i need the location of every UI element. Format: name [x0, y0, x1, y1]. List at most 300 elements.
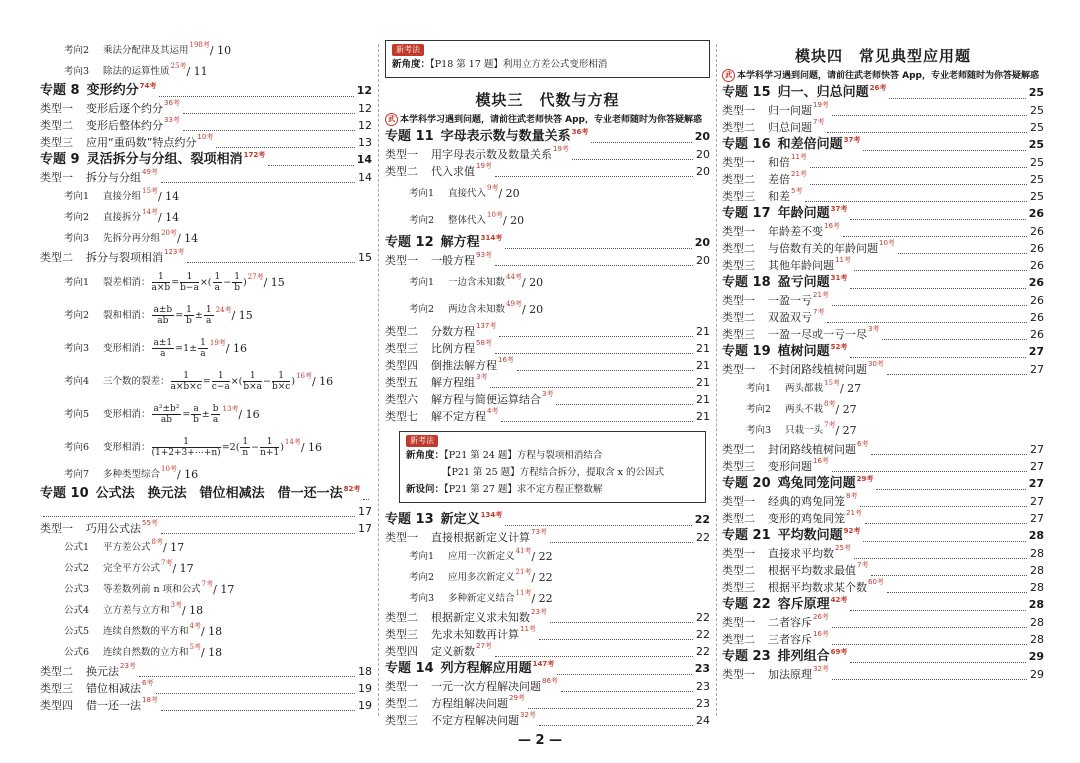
leader-dots — [850, 288, 1025, 289]
type-title: 巧用公式法 — [86, 522, 141, 535]
formula-symbol: − — [251, 442, 260, 453]
type-label: 类型二 — [40, 119, 73, 132]
page-ref: 14 — [356, 153, 372, 166]
page-ref: 29 — [1030, 668, 1044, 681]
numerator: 1 — [212, 371, 230, 382]
exam-count: 69考 — [830, 648, 848, 656]
toc-subitem-row[interactable] — [40, 299, 372, 332]
toc-topic-row[interactable] — [722, 648, 1044, 666]
toc-topic-row[interactable] — [40, 485, 372, 503]
numerator: 1 — [242, 437, 249, 447]
subitem-title: 两头不栽 — [785, 404, 824, 415]
fraction — [211, 404, 221, 425]
topic-title: 列方程解应用题 — [440, 661, 532, 676]
toc-type-row[interactable] — [722, 441, 1044, 458]
type-title: 借一还一法 — [86, 699, 141, 712]
subitem-title: 直接代入 — [448, 188, 487, 199]
topic-title: 平均数问题 — [777, 528, 843, 543]
toc-subitem-row[interactable] — [40, 579, 372, 600]
leader-dots — [832, 305, 1027, 306]
toc-type-row[interactable] — [722, 579, 1044, 596]
type-title: 双盈双亏 — [768, 311, 812, 324]
leader-dots — [832, 627, 1027, 628]
toc-type-row[interactable] — [722, 309, 1044, 326]
toc-subitem-row[interactable] — [385, 180, 710, 207]
page-ref: 21 — [696, 342, 710, 355]
leader-dots — [43, 516, 355, 517]
exam-count: 19考 — [476, 162, 492, 170]
toc-topic-row[interactable] — [722, 136, 1044, 154]
exam-count: 93考 — [476, 251, 492, 259]
page-ref: / 18 — [200, 625, 223, 638]
page-ref: / 20 — [521, 276, 544, 289]
toc-subitem-row[interactable] — [40, 398, 372, 431]
exam-count: 27考 — [247, 273, 264, 281]
leader-dots — [501, 421, 693, 422]
topic-title: 植树问题 — [777, 344, 830, 359]
formula-symbol: = — [202, 376, 211, 387]
page-ref: 26 — [1030, 242, 1044, 255]
leader-dots — [517, 370, 693, 371]
topic-title: 字母表示数与数量关系 — [440, 129, 571, 144]
leader-dots — [495, 265, 693, 266]
exam-count: 137考 — [476, 322, 497, 330]
exam-count: 7考 — [201, 580, 214, 588]
exam-count: 21考 — [846, 509, 862, 517]
type-title: 归一问题 — [768, 104, 812, 117]
exam-count: 11考 — [835, 256, 851, 264]
toc-type-row[interactable] — [722, 458, 1044, 475]
subitem-label: 考向3 — [409, 593, 435, 604]
toc-type-row[interactable] — [722, 326, 1044, 343]
toc-topic-row[interactable] — [40, 82, 372, 100]
fraction — [240, 437, 250, 458]
toc-subitem-row[interactable] — [722, 378, 1044, 399]
toc-subitem-row[interactable] — [722, 420, 1044, 441]
page-ref: 20 — [694, 236, 710, 249]
toc-type-row[interactable] — [385, 357, 710, 374]
type-label: 类型三 — [722, 328, 755, 341]
page-ref: 27 — [1030, 460, 1044, 473]
exam-count: 42考 — [830, 596, 848, 604]
leader-dots — [495, 656, 693, 657]
toc-type-row[interactable] — [40, 663, 372, 680]
toc-type-row[interactable] — [40, 134, 372, 151]
page-ref: / 17 — [213, 583, 235, 596]
toc-subitem-row[interactable] — [385, 296, 710, 323]
exam-count: 134考 — [480, 511, 503, 519]
toc-subitem-row[interactable] — [40, 431, 372, 464]
toc-type-row[interactable] — [722, 154, 1044, 171]
toc-subitem-row[interactable] — [385, 546, 710, 567]
toc-type-row[interactable] — [722, 102, 1044, 119]
subitem-label: 考向1 — [409, 277, 435, 288]
type-label: 类型二 — [722, 242, 755, 255]
subitem-label: 考向3 — [64, 66, 90, 77]
toc-subitem-row[interactable] — [385, 567, 710, 588]
page-ref: 22 — [696, 645, 710, 658]
subitem-title: 除法的运算性质 — [103, 66, 170, 77]
toc-subitem-row[interactable] — [40, 61, 372, 82]
type-label: 类型三 — [40, 136, 73, 149]
toc-type-row[interactable] — [722, 257, 1044, 274]
leader-dots — [832, 115, 1027, 116]
toc-subitem-row[interactable] — [40, 207, 372, 228]
type-label: 类型二 — [385, 165, 418, 178]
subitem-title: 变形相消： — [103, 409, 151, 420]
page-ref: 25 — [1030, 121, 1044, 134]
type-label: 类型三 — [385, 342, 418, 355]
toc-column-2 — [385, 40, 710, 729]
toc-subitem-row[interactable] — [40, 464, 372, 485]
fraction — [180, 272, 199, 293]
type-label: 类型三 — [722, 259, 755, 272]
exam-count: 25考 — [170, 62, 187, 70]
exam-count: 3考 — [170, 601, 182, 609]
type-title: 变形后整体约分 — [86, 119, 163, 132]
exam-count: 16考 — [813, 457, 829, 465]
subitem-title: 裂差相消： — [103, 277, 151, 288]
type-label: 类型四 — [40, 699, 73, 712]
type-title: 变形问题 — [768, 460, 812, 473]
toc-type-row[interactable] — [722, 614, 1044, 631]
exam-count: 3考 — [868, 325, 880, 333]
type-title: 直接求平均数 — [768, 547, 834, 560]
fraction — [213, 272, 223, 293]
formula — [151, 398, 222, 431]
topic-number: 专题 11 — [385, 129, 434, 144]
subitem-title: 乘法分配律及其运用 — [103, 45, 189, 56]
exam-count: 44考 — [506, 273, 522, 281]
toc-topic-row[interactable] — [722, 475, 1044, 493]
toc-type-row[interactable] — [40, 100, 372, 117]
leader-dots — [889, 98, 1025, 99]
leader-dots — [591, 142, 691, 143]
type-title: 定义新数 — [431, 645, 475, 658]
type-label: 类型二 — [40, 665, 73, 678]
toc-type-row[interactable] — [722, 510, 1044, 527]
toc-topic-row[interactable] — [385, 234, 710, 252]
page-ref: / 18 — [200, 646, 223, 659]
leader-dots — [854, 270, 1027, 271]
page-ref: 27 — [1030, 363, 1044, 376]
formula-symbol: = — [175, 310, 184, 321]
topic-number: 专题 14 — [385, 661, 434, 676]
new-angle-text: 【P18 第 17 题】利用立方差公式变形相消 — [430, 59, 608, 70]
topic-title: 年龄问题 — [777, 206, 830, 221]
toc-subitem-row[interactable] — [40, 365, 372, 398]
page-ref: / 20 — [502, 214, 525, 227]
page-ref: 28 — [1030, 581, 1044, 594]
toc-type-row[interactable] — [722, 493, 1044, 510]
leader-dots — [216, 147, 355, 148]
page-ref: / 18 — [181, 604, 204, 617]
toc-type-row[interactable] — [40, 169, 372, 186]
toc-type-row[interactable] — [722, 119, 1044, 136]
leader-dots — [865, 523, 1027, 524]
exam-count: 18考 — [142, 696, 158, 704]
exam-count: 5考 — [791, 187, 803, 195]
exam-count: 7考 — [813, 308, 825, 316]
page-ref: 26 — [1028, 207, 1044, 220]
exam-count: 19考 — [209, 339, 226, 347]
exam-count: 3考 — [476, 373, 488, 381]
subitem-label: 考向1 — [746, 383, 772, 394]
type-label: 类型五 — [385, 376, 418, 389]
subitem-title: 只栽一头 — [785, 425, 824, 436]
fraction — [204, 305, 214, 326]
formula-symbol: =2( — [221, 442, 240, 453]
toc-subitem-row[interactable] — [40, 228, 372, 249]
exam-count: 16考 — [498, 356, 514, 364]
denominator: b×c — [272, 382, 291, 392]
exam-count: 7考 — [813, 118, 825, 126]
leader-dots — [561, 691, 693, 692]
page-ref: 18 — [358, 665, 372, 678]
type-title: 一元一次方程解决问题 — [431, 680, 541, 693]
exam-count: 21考 — [791, 170, 807, 178]
topic-number: 专题 16 — [722, 137, 771, 152]
page-ref: 20 — [696, 165, 710, 178]
leader-dots — [850, 610, 1025, 611]
page-ref: 25 — [1028, 86, 1044, 99]
denominator: n — [242, 448, 249, 458]
page-ref: / 16 — [225, 342, 247, 355]
formula-symbol: =1± — [175, 343, 198, 354]
formula-symbol: ) — [280, 442, 284, 453]
subitem-label: 公式6 — [64, 647, 90, 658]
leader-dots — [557, 674, 691, 675]
toc-topic-row[interactable] — [722, 596, 1044, 614]
page-ref: / 20 — [521, 303, 544, 316]
formula-symbol: = — [171, 277, 180, 288]
toc-subitem-row[interactable] — [385, 207, 710, 234]
toc-topic-row[interactable] — [385, 511, 710, 529]
subitem-label: 公式1 — [64, 542, 90, 553]
new-method-text: 【P21 第 25 题】方程结合拆分，提取含 x 的公因式 — [442, 467, 665, 478]
topic-title: 新定义 — [440, 512, 480, 527]
exam-count: 7考 — [857, 561, 869, 569]
topic-number: 专题 17 — [722, 206, 771, 221]
fraction — [184, 305, 194, 326]
toc-type-row[interactable] — [385, 323, 710, 340]
toc-type-row[interactable] — [722, 240, 1044, 257]
exam-count: 5考 — [189, 643, 201, 651]
toc-subitem-row[interactable] — [40, 332, 372, 365]
toc-topic-row[interactable] — [385, 128, 710, 146]
toc-subitem-row[interactable] — [40, 186, 372, 207]
exam-count: 11考 — [520, 625, 536, 633]
toc-topic-row[interactable] — [722, 205, 1044, 223]
type-title: 用字母表示数及数量关系 — [431, 148, 552, 161]
toc-type-row[interactable] — [385, 408, 710, 425]
type-title: 不定方程解决问题 — [431, 714, 519, 727]
toc-type-row[interactable] — [40, 697, 372, 714]
leader-dots — [572, 159, 693, 160]
type-label: 类型二 — [385, 611, 418, 624]
toc-type-row[interactable] — [40, 520, 372, 537]
topic-title: 公式法 换元法 错位相减法 借一还一法 — [95, 486, 343, 501]
toc-type-row[interactable] — [722, 292, 1044, 309]
exam-count: 8考 — [151, 538, 163, 546]
toc-subitem-row[interactable] — [40, 642, 372, 663]
toc-subitem-row[interactable] — [40, 266, 372, 299]
page-ref: 14 — [358, 171, 372, 184]
toc-type-row[interactable] — [722, 631, 1044, 648]
toc-type-row[interactable] — [722, 666, 1044, 683]
page-ref: / 14 — [157, 211, 180, 224]
exam-count: 16考 — [296, 372, 312, 380]
page-ref: 19 — [358, 699, 372, 712]
toc-subitem-row[interactable] — [722, 399, 1044, 420]
toc-type-row[interactable] — [385, 340, 710, 357]
subitem-title: 多种新定义结合 — [448, 593, 515, 604]
fraction — [152, 404, 182, 425]
subitem-title: 两边含未知数 — [448, 304, 506, 315]
type-title: 归总问题 — [768, 121, 812, 134]
toc-subitem-row[interactable] — [40, 537, 372, 558]
toc-type-row[interactable] — [40, 249, 372, 266]
exam-count: 49考 — [506, 300, 522, 308]
subitem-title: 多种类型综合 — [103, 469, 161, 480]
page-ref: 29 — [1028, 650, 1044, 663]
toc-type-row[interactable] — [385, 252, 710, 269]
exam-count: 58考 — [476, 339, 492, 347]
type-title: 一盈一亏 — [768, 294, 812, 307]
page-ref: 21 — [696, 410, 710, 423]
type-label: 类型二 — [722, 121, 755, 134]
toc-type-row[interactable] — [722, 171, 1044, 188]
type-label: 类型一 — [722, 495, 755, 508]
exam-count: 32考 — [813, 665, 829, 673]
subitem-title: 应用一次新定义 — [448, 551, 515, 562]
toc-type-row[interactable] — [722, 361, 1044, 378]
page-ref: 19 — [358, 682, 372, 695]
module-title: 模块四 常见典型应用题 — [794, 47, 971, 65]
exam-count: 29考 — [509, 694, 525, 702]
exam-count: 33考 — [164, 116, 180, 124]
leader-dots — [161, 533, 355, 534]
subitem-label: 考向2 — [409, 572, 435, 583]
toc-column-1 — [40, 40, 372, 714]
page-ref: 23 — [696, 680, 710, 693]
new-method-box — [385, 40, 710, 78]
leader-dots — [539, 639, 693, 640]
subitem-title: 连续自然数的立方和 — [103, 647, 189, 658]
toc-type-row[interactable] — [385, 146, 710, 163]
type-label: 类型一 — [722, 363, 755, 376]
page-ref: / 16 — [176, 468, 199, 481]
topic-number: 专题 12 — [385, 235, 434, 250]
page-ref: 12 — [356, 84, 372, 97]
topic-number: 专题 8 — [40, 83, 80, 98]
page-ref: 27 — [1028, 477, 1044, 490]
toc-topic-row[interactable] — [722, 274, 1044, 292]
subitem-label: 公式2 — [64, 563, 90, 574]
exam-count: 198考 — [189, 41, 210, 49]
toc-type-row[interactable] — [40, 680, 372, 697]
toc-topic-row[interactable] — [722, 84, 1044, 102]
exam-count: 27考 — [476, 642, 492, 650]
subitem-label: 考向4 — [64, 376, 90, 387]
exam-count: 10考 — [161, 465, 177, 473]
module-title: 模块三 代数与方程 — [475, 91, 620, 109]
type-label: 类型三 — [385, 714, 418, 727]
subitem-title: 连续自然数的平方和 — [103, 626, 189, 637]
toc-type-row[interactable] — [385, 678, 710, 695]
denominator: ab — [160, 415, 173, 425]
leader-dots — [876, 489, 1025, 490]
type-title: 一般方程 — [431, 254, 475, 267]
subitem-label: 考向1 — [64, 191, 90, 202]
subitem-title: 平方差公式 — [103, 542, 151, 553]
toc-subitem-row[interactable] — [40, 600, 372, 621]
page-ref: 28 — [1030, 564, 1044, 577]
exam-count: 19考 — [553, 145, 569, 153]
denominator: a — [200, 349, 206, 359]
type-title: 变形后逐个约分 — [86, 102, 163, 115]
help-icon: 武 — [722, 69, 735, 82]
fraction — [152, 437, 221, 458]
toc-type-row[interactable] — [385, 609, 710, 626]
toc-type-row[interactable] — [385, 695, 710, 712]
toc-subitem-row[interactable] — [40, 40, 372, 61]
leader-dots — [854, 558, 1027, 559]
leader-dots — [863, 150, 1025, 151]
exam-count: 37考 — [843, 136, 861, 144]
numerator: 1 — [171, 371, 202, 382]
topic-title: 排列组合 — [777, 649, 830, 664]
leader-dots — [871, 575, 1027, 576]
type-title: 变形的鸡兔同笼 — [768, 512, 845, 525]
fraction — [243, 371, 262, 392]
toc-subitem-row[interactable] — [385, 588, 710, 609]
denominator: (1+2+3+⋯+n) — [151, 448, 221, 458]
exam-count: 172考 — [243, 151, 266, 159]
subitem-label: 公式4 — [64, 605, 90, 616]
leader-dots — [268, 165, 353, 166]
leader-dots — [161, 182, 355, 183]
toc-topic-row-continued[interactable] — [40, 503, 372, 520]
exam-count: 10考 — [487, 211, 503, 219]
leader-dots — [871, 454, 1027, 455]
exam-count: 11考 — [791, 153, 807, 161]
exam-count: 60考 — [868, 578, 884, 586]
toc-type-row[interactable] — [385, 529, 710, 546]
toc-type-row[interactable] — [722, 188, 1044, 205]
subitem-label: 考向3 — [746, 425, 772, 436]
page-ref: 28 — [1028, 598, 1044, 611]
denominator: c−a — [211, 382, 230, 392]
type-label: 类型六 — [385, 393, 418, 406]
toc-type-row[interactable] — [385, 391, 710, 408]
exam-count: 147考 — [532, 660, 555, 668]
page-ref: 27 — [1030, 495, 1044, 508]
toc-subitem-row[interactable] — [385, 269, 710, 296]
denominator: ab — [157, 316, 169, 326]
toc-topic-row[interactable] — [40, 151, 372, 169]
page-ref: / 27 — [839, 382, 862, 395]
toc-type-row[interactable] — [385, 626, 710, 643]
exam-count: 82考 — [343, 485, 361, 493]
toc-topic-row[interactable] — [722, 527, 1044, 545]
toc-type-row[interactable] — [722, 545, 1044, 562]
toc-type-row[interactable] — [385, 163, 710, 180]
exam-count: 14考 — [142, 208, 158, 216]
fraction — [272, 371, 290, 392]
toc-subitem-row[interactable] — [40, 621, 372, 642]
toc-type-row[interactable] — [385, 712, 710, 729]
